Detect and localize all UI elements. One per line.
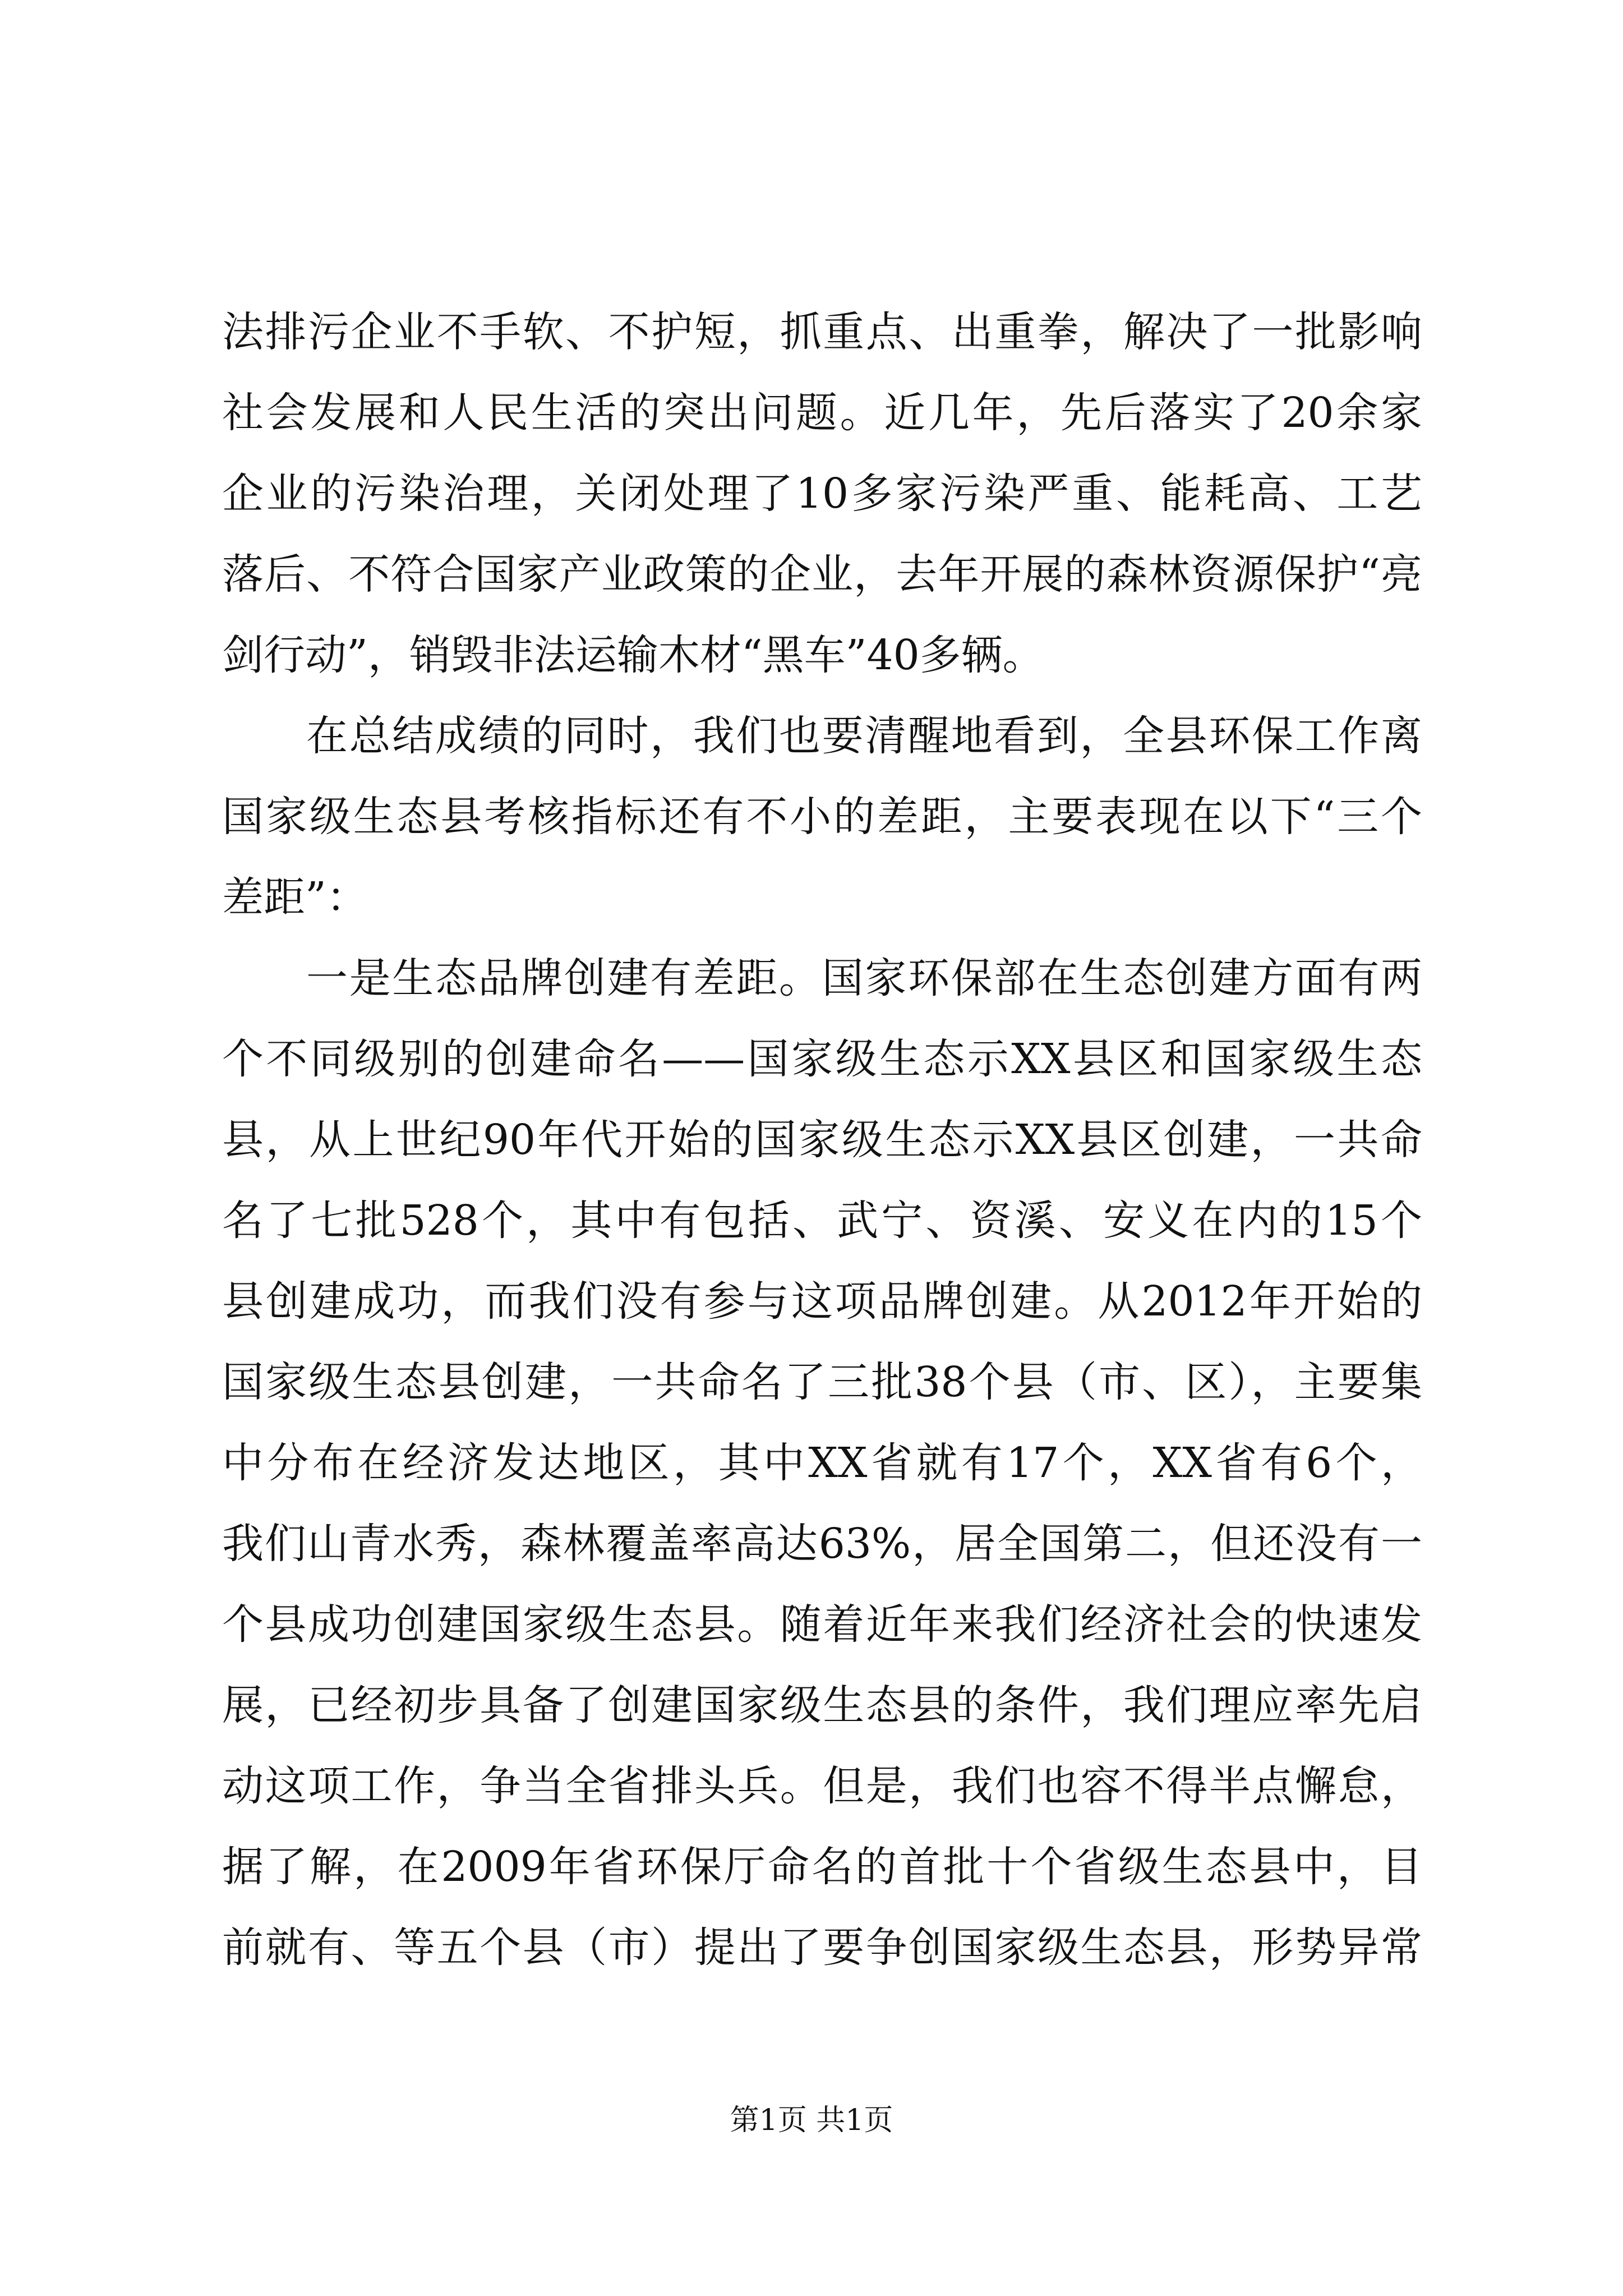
text-line: 名了七批528个，其中有包括、武宁、资溪、安义在内的15个: [222, 1197, 1422, 1245]
text-line: 差距”：: [222, 873, 368, 922]
text-line: 县创建成功，而我们没有参与这项品牌创建。从2012年开始的: [222, 1277, 1422, 1326]
text-line: 中分布在经济发达地区，其中XX省就有17个，XX省有6个，: [222, 1439, 1422, 1487]
text-line: 据了解，在2009年省环保厅命名的首批十个省级生态县中，目: [222, 1843, 1422, 1891]
text-line: 个不同级别的创建命名——国家级生态示XX县区和国家级生态: [222, 1035, 1422, 1083]
text-line: 个县成功创建国家级生态县。随着近年来我们经济社会的快速发: [222, 1600, 1422, 1649]
text-line: 社会发展和人民生活的突出问题。近几年，先后落实了20余家: [222, 389, 1422, 437]
text-line: 动这项工作，争当全省排头兵。但是，我们也容不得半点懈怠，: [222, 1762, 1422, 1810]
paragraph-start-line: 一是生态品牌创建有差距。国家环保部在生态创建方面有两: [306, 954, 1422, 1002]
text-line: 落后、不符合国家产业政策的企业，去年开展的森林资源保护“亮: [222, 550, 1422, 599]
text-line: 法排污企业不手软、不护短，抓重点、出重拳，解决了一批影响: [222, 308, 1422, 356]
text-line: 国家级生态县创建，一共命名了三批38个县（市、区），主要集: [222, 1358, 1422, 1406]
paragraph-start-line: 在总结成绩的同时，我们也要清醒地看到，全县环保工作离: [306, 712, 1422, 760]
text-line: 我们山青水秀，森林覆盖率高达63%，居全国第二，但还没有一: [222, 1520, 1422, 1568]
text-line: 展，已经初步具备了创建国家级生态县的条件，我们理应率先启: [222, 1681, 1422, 1729]
text-line: 剑行动”，销毁非法运输木材“黑车”40多辆。: [222, 631, 1044, 679]
text-line: 企业的污染治理，关闭处理了10多家污染严重、能耗高、工艺: [222, 470, 1422, 518]
text-line: 县，从上世纪90年代开始的国家级生态示XX县区创建，一共命: [222, 1116, 1422, 1164]
page-footer: 第1页 共1页: [730, 2104, 893, 2137]
body-text: [222, 292, 1422, 1988]
text-line: 国家级生态县考核指标还有不小的差距，主要表现在以下“三个: [222, 793, 1422, 841]
text-line: 前就有、等五个县（市）提出了要争创国家级生态县，形势异常: [222, 1924, 1422, 1972]
